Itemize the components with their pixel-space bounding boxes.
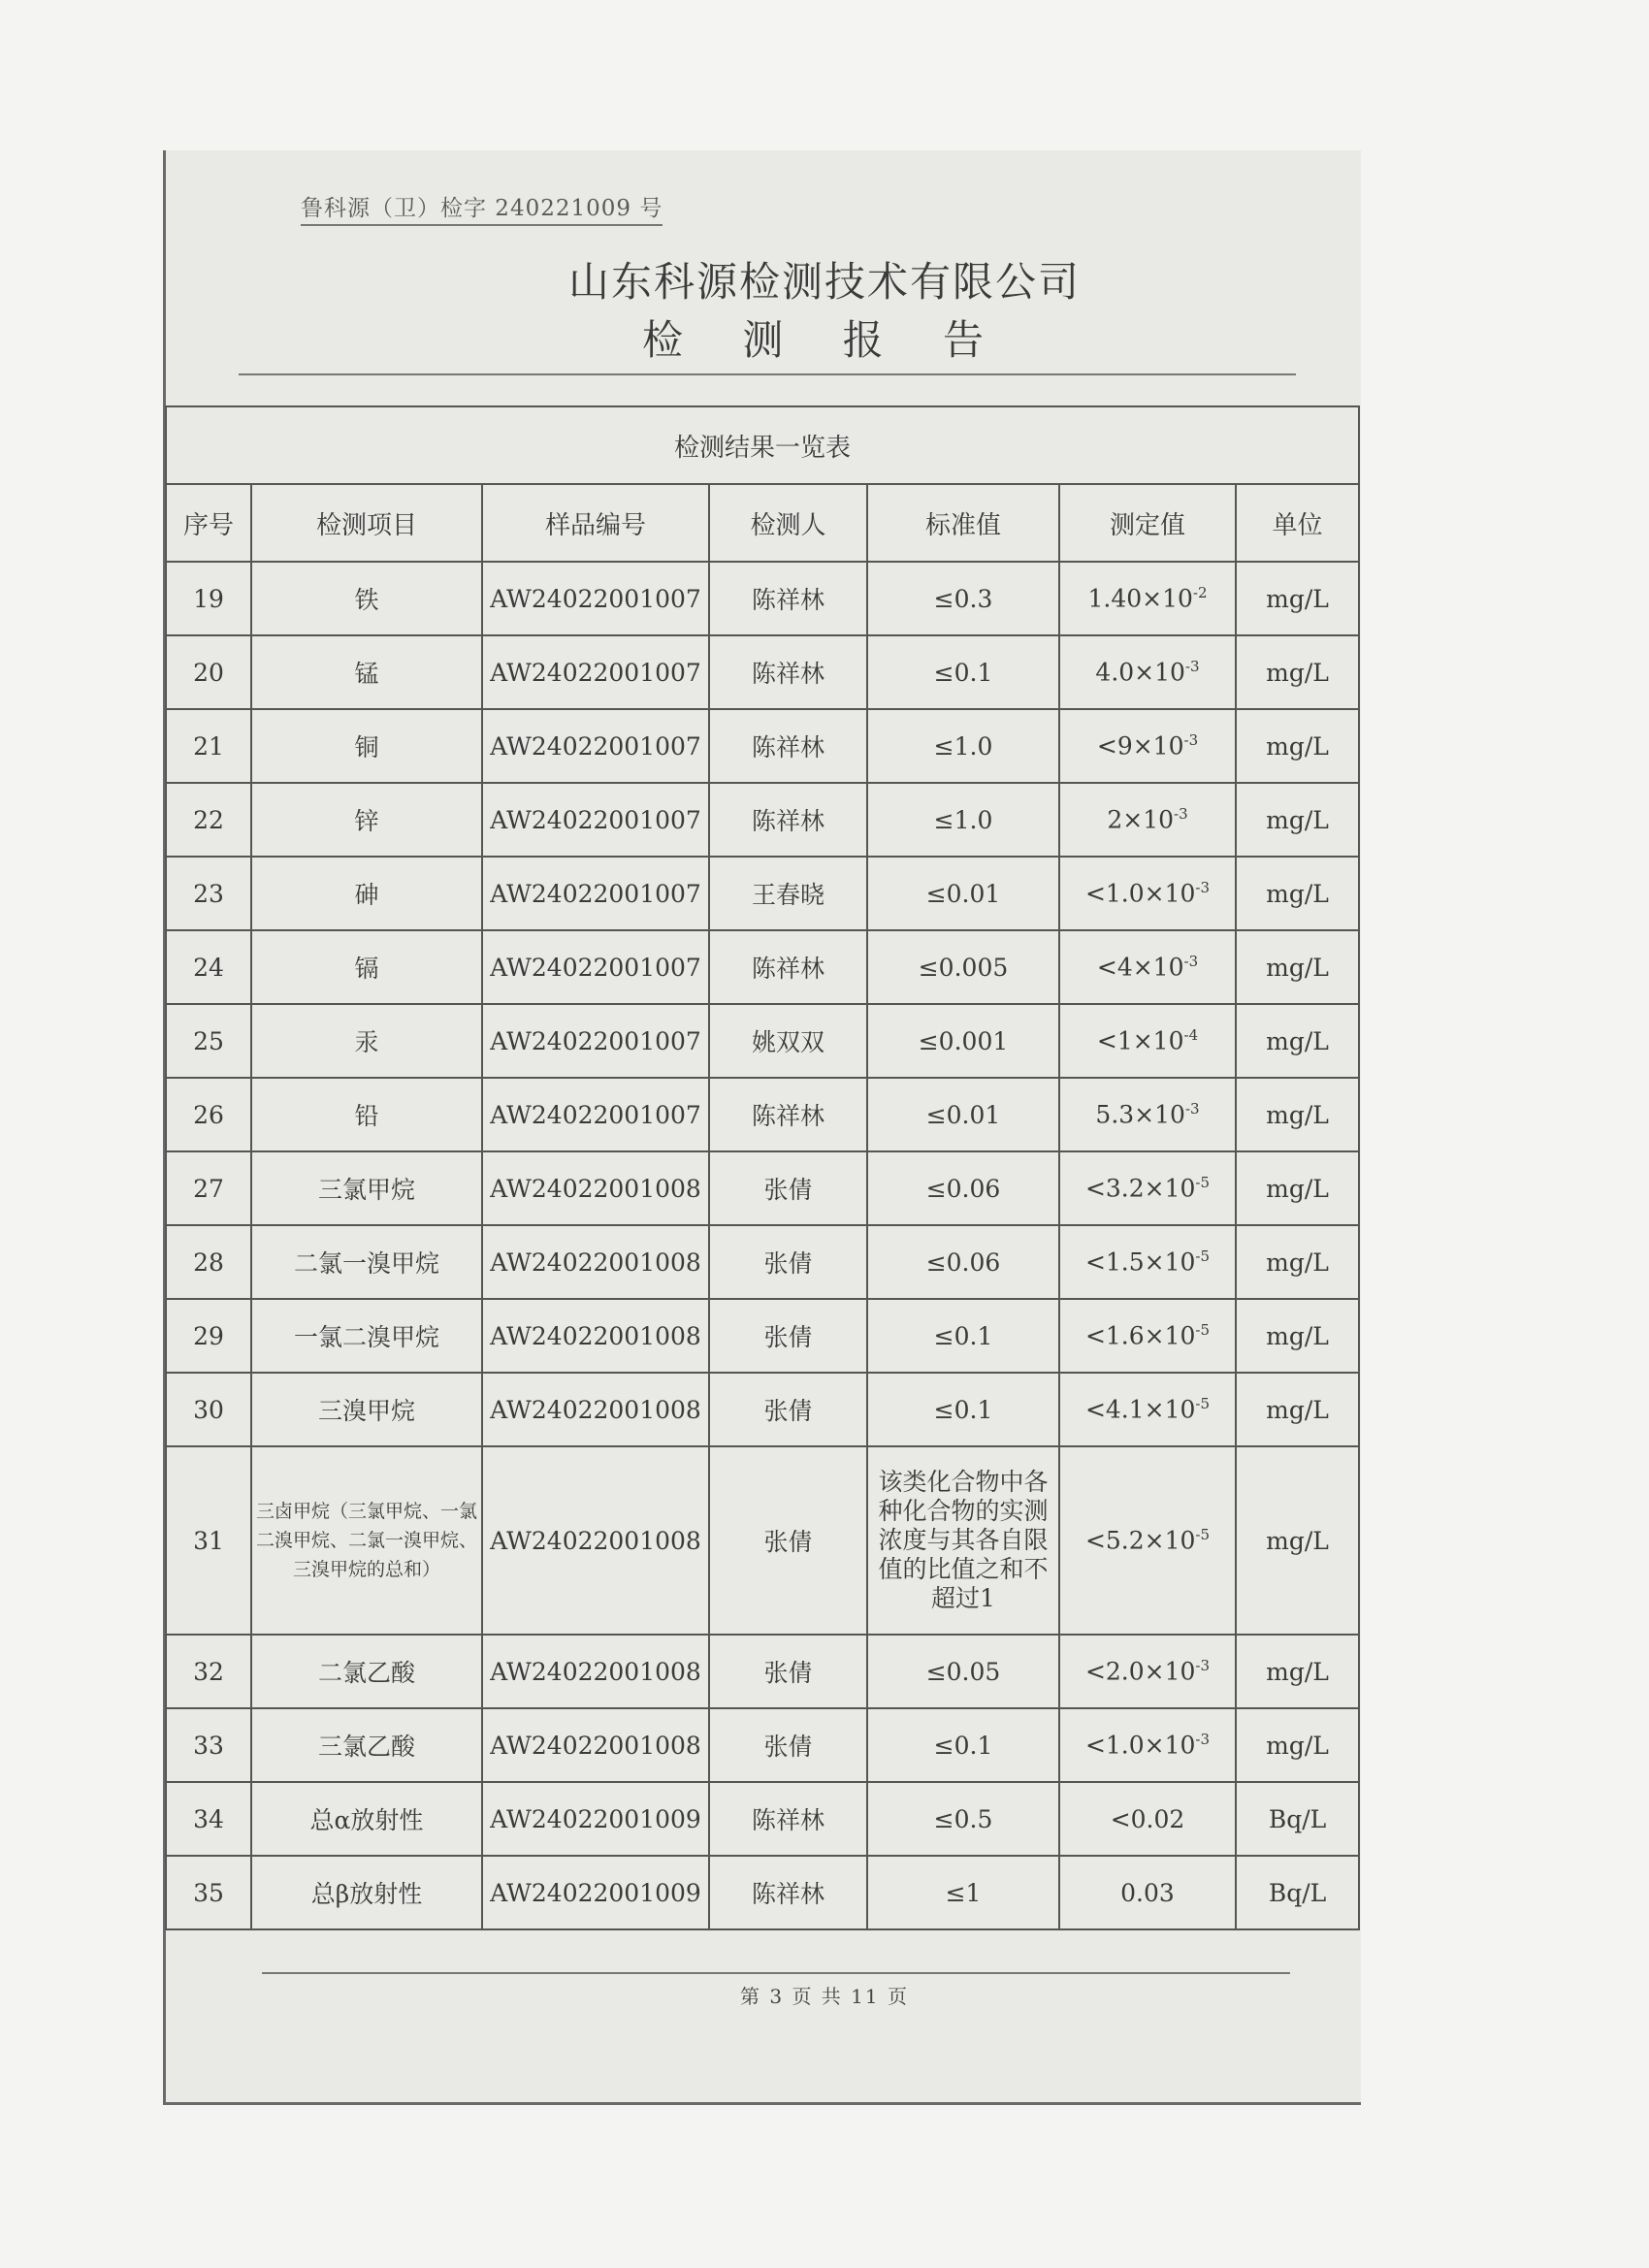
measured-value-exponent: -5 [1195,1395,1211,1413]
table-row [166,1856,1359,1929]
row-number: 19 [166,562,251,635]
tester: 陈祥林 [709,562,867,635]
test-item: 二氯乙酸 [251,1635,482,1708]
table-header-row [166,484,1359,562]
sample-id: AW24022001009 [482,1856,709,1929]
tester: 陈祥林 [709,783,867,857]
sample-id: AW24022001007 [482,1004,709,1078]
tester: 陈祥林 [709,930,867,1004]
measured-value-base: 1.40×10 [1087,584,1193,613]
test-item: 三氯乙酸 [251,1708,482,1782]
standard-value: ≤1 [867,1856,1059,1929]
standard-value: ≤1.0 [867,783,1059,857]
standard-value: ≤0.1 [867,1299,1059,1373]
measured-value [1059,1078,1236,1151]
measured-value [1059,562,1236,635]
unit: mg/L [1236,1225,1359,1299]
column-header: 样品编号 [482,484,709,562]
measured-value-base: <4.1×10 [1084,1395,1196,1424]
measured-value-base: 0.03 [1120,1878,1175,1907]
test-item: 铜 [251,709,482,783]
tester: 陈祥林 [709,635,867,709]
measured-value-exponent: -5 [1195,1247,1211,1266]
measured-value-base: <0.02 [1110,1804,1185,1833]
table-row [166,783,1359,857]
measured-value [1059,1856,1236,1929]
sample-id: AW24022001007 [482,930,709,1004]
table-row [166,635,1359,709]
measured-value [1059,709,1236,783]
table-row [166,930,1359,1004]
test-item: 镉 [251,930,482,1004]
measured-value-exponent: -3 [1195,1731,1211,1749]
row-number: 25 [166,1004,251,1078]
measured-value-base: <1.5×10 [1084,1247,1196,1277]
page-number: 第 3 页 共 11 页 [740,1985,909,2008]
sample-id: AW24022001007 [482,562,709,635]
tester: 陈祥林 [709,1856,867,1929]
tester: 陈祥林 [709,1078,867,1151]
row-number: 23 [166,857,251,930]
standard-value: ≤0.1 [867,1708,1059,1782]
measured-value-exponent: -3 [1183,953,1199,971]
table-row [166,562,1359,635]
measured-value [1059,1225,1236,1299]
tester: 姚双双 [709,1004,867,1078]
table-row [166,1635,1359,1708]
row-number: 29 [166,1299,251,1373]
standard-value: ≤1.0 [867,709,1059,783]
table-row [166,1708,1359,1782]
unit: mg/L [1236,1635,1359,1708]
measured-value [1059,1782,1236,1856]
table-row [166,1373,1359,1446]
standard-value: ≤0.3 [867,562,1059,635]
measured-value-exponent: -3 [1195,879,1211,897]
measured-value-base: 5.3×10 [1095,1100,1185,1129]
column-header: 测定值 [1059,484,1236,562]
tester: 张倩 [709,1299,867,1373]
test-item: 锌 [251,783,482,857]
measured-value [1059,857,1236,930]
row-number: 28 [166,1225,251,1299]
standard-value: ≤0.1 [867,635,1059,709]
test-item: 锰 [251,635,482,709]
sample-id: AW24022001008 [482,1299,709,1373]
unit: mg/L [1236,1151,1359,1225]
measured-value-exponent: -5 [1195,1526,1211,1544]
test-item: 三溴甲烷 [251,1373,482,1446]
column-header: 标准值 [867,484,1059,562]
row-number: 27 [166,1151,251,1225]
tester: 张倩 [709,1151,867,1225]
row-number: 21 [166,709,251,783]
standard-value: 该类化合物中各种化合物的实测浓度与其各自限值的比值之和不超过1 [867,1446,1059,1635]
measured-value-base: <9×10 [1096,731,1184,761]
sample-id: AW24022001008 [482,1225,709,1299]
table-row [166,1151,1359,1225]
test-item: 二氯一溴甲烷 [251,1225,482,1299]
sample-id: AW24022001008 [482,1151,709,1225]
tester: 张倩 [709,1225,867,1299]
unit: mg/L [1236,1078,1359,1151]
tester: 陈祥林 [709,1782,867,1856]
row-number: 35 [166,1856,251,1929]
sample-id: AW24022001009 [482,1782,709,1856]
measured-value [1059,783,1236,857]
measured-value-exponent: -5 [1195,1321,1211,1340]
standard-value: ≤0.001 [867,1004,1059,1078]
footer-divider [262,1972,1290,1974]
measured-value [1059,930,1236,1004]
measured-value-base: <4×10 [1096,953,1184,982]
unit: mg/L [1236,1446,1359,1635]
test-item: 铁 [251,562,482,635]
unit: mg/L [1236,1373,1359,1446]
sample-id: AW24022001008 [482,1708,709,1782]
test-item: 总β放射性 [251,1856,482,1929]
row-number: 20 [166,635,251,709]
sample-id: AW24022001007 [482,783,709,857]
unit: mg/L [1236,1299,1359,1373]
table-row [166,857,1359,930]
test-item: 砷 [251,857,482,930]
tester: 陈祥林 [709,709,867,783]
measured-value-base: 2×10 [1107,805,1175,834]
unit: mg/L [1236,1004,1359,1078]
measured-value-base: <1.6×10 [1084,1321,1196,1350]
standard-value: ≤0.05 [867,1635,1059,1708]
table-row [166,1299,1359,1373]
test-item: 三卤甲烷（三氯甲烷、一氯二溴甲烷、二氯一溴甲烷、三溴甲烷的总和） [251,1446,482,1635]
report-reference-number: 鲁科源（卫）检字 240221009 号 [301,190,663,226]
test-item: 总α放射性 [251,1782,482,1856]
measured-value-exponent: -3 [1174,805,1188,824]
measured-value-exponent: -2 [1192,584,1208,602]
measured-value-base: 4.0×10 [1095,658,1185,687]
measured-value-base: <3.2×10 [1084,1174,1196,1203]
table-row [166,1078,1359,1151]
measured-value [1059,1004,1236,1078]
test-item: 汞 [251,1004,482,1078]
row-number: 30 [166,1373,251,1446]
column-header: 序号 [166,484,251,562]
measured-value-exponent: -3 [1184,1100,1200,1118]
test-item: 一氯二溴甲烷 [251,1299,482,1373]
measured-value-exponent: -3 [1195,1657,1211,1675]
measured-value [1059,1635,1236,1708]
standard-value: ≤0.01 [867,857,1059,930]
unit: mg/L [1236,1708,1359,1782]
measured-value [1059,635,1236,709]
measured-value-exponent: -4 [1183,1026,1199,1045]
measured-value-base: <1.0×10 [1084,1731,1196,1760]
measured-value-base: <2.0×10 [1084,1657,1196,1686]
unit: mg/L [1236,783,1359,857]
table-row [166,1004,1359,1078]
results-table [165,405,1360,1930]
measured-value [1059,1708,1236,1782]
tester: 王春晓 [709,857,867,930]
sample-id: AW24022001007 [482,635,709,709]
standard-value: ≤0.01 [867,1078,1059,1151]
table-row [166,1782,1359,1856]
row-number: 22 [166,783,251,857]
column-header: 检测项目 [251,484,482,562]
column-header: 检测人 [709,484,867,562]
tester: 张倩 [709,1373,867,1446]
row-number: 31 [166,1446,251,1635]
table-caption: 检测结果一览表 [166,406,1359,484]
sample-id: AW24022001007 [482,857,709,930]
sample-id: AW24022001008 [482,1373,709,1446]
unit: mg/L [1236,709,1359,783]
unit: Bq/L [1236,1782,1359,1856]
sample-id: AW24022001007 [482,709,709,783]
measured-value [1059,1446,1236,1635]
measured-value [1059,1299,1236,1373]
tester: 张倩 [709,1635,867,1708]
standard-value: ≤0.1 [867,1373,1059,1446]
row-number: 32 [166,1635,251,1708]
unit: mg/L [1236,635,1359,709]
sample-id: AW24022001008 [482,1635,709,1708]
standard-value: ≤0.06 [867,1225,1059,1299]
measured-value [1059,1373,1236,1446]
column-header: 单位 [1236,484,1359,562]
sample-id: AW24022001007 [482,1078,709,1151]
standard-value: ≤0.5 [867,1782,1059,1856]
measured-value-exponent: -3 [1184,658,1200,676]
row-number: 24 [166,930,251,1004]
measured-value-exponent: -5 [1195,1174,1211,1192]
unit: mg/L [1236,857,1359,930]
unit: Bq/L [1236,1856,1359,1929]
test-item: 铅 [251,1078,482,1151]
unit: mg/L [1236,562,1359,635]
standard-value: ≤0.005 [867,930,1059,1004]
test-item: 三氯甲烷 [251,1151,482,1225]
measured-value-exponent: -3 [1183,731,1199,750]
measured-value [1059,1151,1236,1225]
tester: 张倩 [709,1708,867,1782]
unit: mg/L [1236,930,1359,1004]
row-number: 34 [166,1782,251,1856]
table-row [166,1225,1359,1299]
standard-value: ≤0.06 [867,1151,1059,1225]
header-divider [239,373,1296,375]
row-number: 26 [166,1078,251,1151]
measured-value-base: <1×10 [1096,1026,1184,1055]
row-number: 33 [166,1708,251,1782]
company-name: 山东科源检测技术有限公司 [567,258,1081,306]
measured-value-base: <1.0×10 [1084,879,1196,908]
sample-id: AW24022001008 [482,1446,709,1635]
report-title: 检 测 报 告 [641,316,1008,364]
table-row [166,709,1359,783]
measured-value-base: <5.2×10 [1084,1526,1196,1555]
table-row [166,1446,1359,1635]
tester: 张倩 [709,1446,867,1635]
